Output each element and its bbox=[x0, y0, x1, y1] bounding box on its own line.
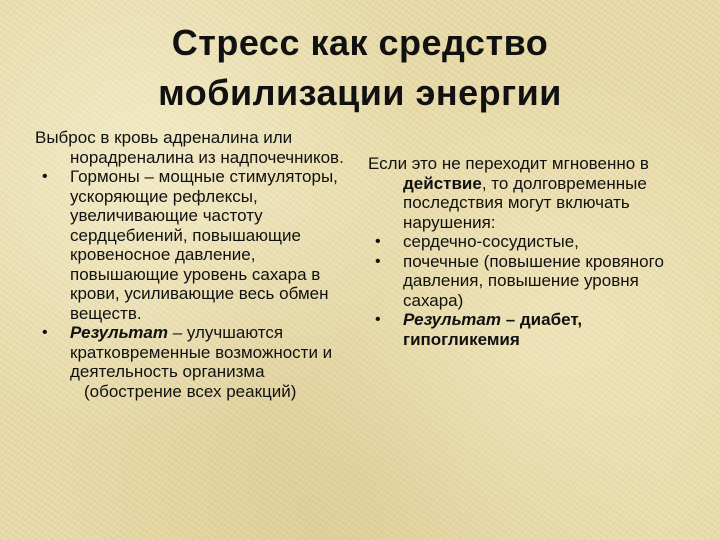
bullet-marker: • bbox=[375, 252, 381, 270]
bullet-marker: • bbox=[42, 324, 48, 341]
left-bullet-hormones-text: Гормоны – мощные стимуляторы, ускоряющие рефлексы, увеличивающие частоту сердцебиений, повышающие кровеносное давление, повышающие уровень сахара в крови, усиливающие весь обмен веществ. bbox=[70, 167, 338, 323]
right-bullet-cardio bbox=[368, 232, 688, 252]
bullet-marker: • bbox=[375, 311, 381, 328]
right-intro-action: действие bbox=[403, 173, 482, 193]
right-column bbox=[368, 154, 688, 349]
right-intro-start: Если это не переходит мгновенно в bbox=[368, 154, 649, 173]
slide-title bbox=[60, 18, 660, 118]
left-column bbox=[35, 128, 350, 401]
right-intro bbox=[368, 154, 688, 232]
result-description: – улучшаются кратковременные возможности и деятельность организма bbox=[70, 323, 333, 381]
title-line-2: мобилизации энергии bbox=[158, 72, 562, 113]
right-bullet-result bbox=[368, 310, 688, 349]
left-intro: Выброс в кровь адреналина или норадреналина из надпочечников. bbox=[35, 128, 344, 167]
result-label: Результат bbox=[403, 310, 501, 329]
result-tail: (обострение всех реакций) bbox=[84, 381, 297, 401]
result-description: – диабет, гипогликемия bbox=[403, 310, 583, 349]
right-bullet-result-text bbox=[403, 310, 688, 349]
bullet-marker: • bbox=[42, 168, 48, 185]
result-label: Результат bbox=[70, 323, 168, 342]
left-bullet-hormones bbox=[35, 167, 350, 323]
right-bullet-renal bbox=[368, 252, 688, 311]
right-bullet-renal-text: почечные (повышение кровяного давления, повышение уровня сахара) bbox=[403, 251, 664, 310]
title-line-1: Стресс как средство bbox=[171, 22, 549, 63]
bullet-marker: • bbox=[375, 233, 381, 250]
right-intro-end: , то долговременные последствия могут включать нарушения: bbox=[403, 173, 647, 232]
left-bullet-result-text bbox=[70, 323, 350, 382]
left-bullet-result bbox=[35, 323, 350, 401]
right-bullet-cardio-text: сердечно-сосудистые, bbox=[403, 232, 579, 251]
